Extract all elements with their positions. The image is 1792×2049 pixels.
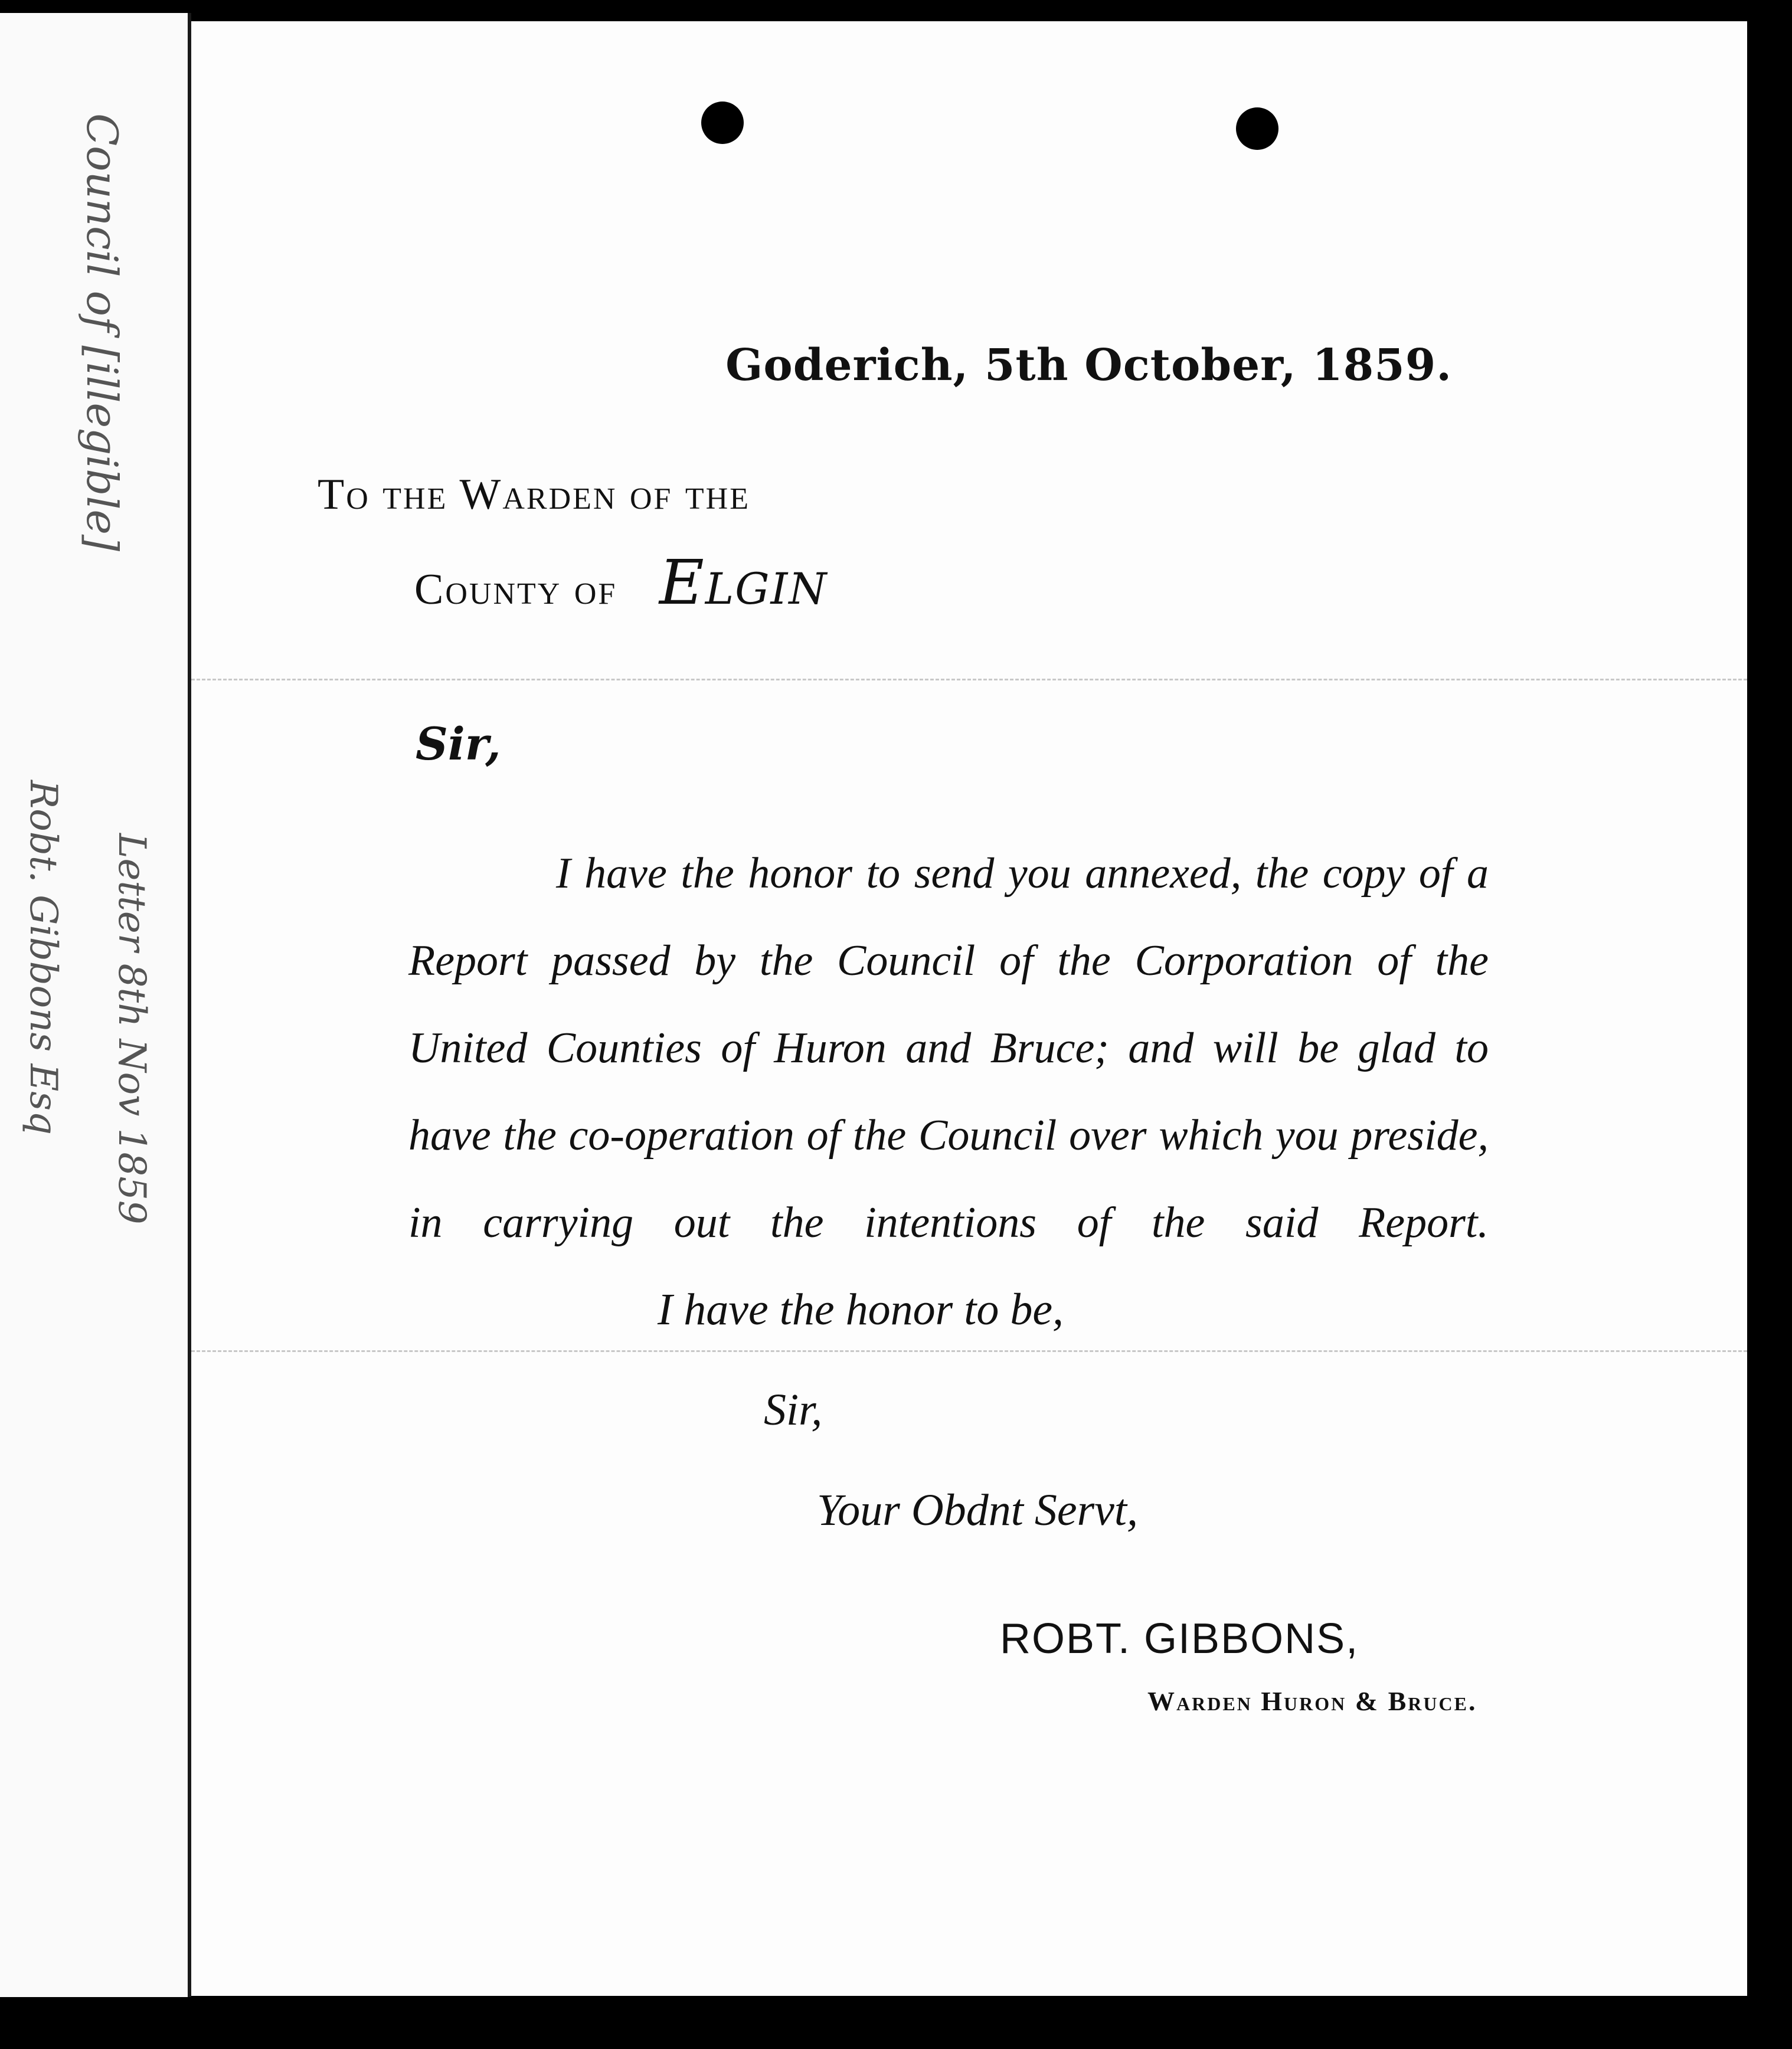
address-line-1: To the Warden of the [318,470,751,519]
dateline: Goderich, 5th October, 1859. [725,340,1452,391]
closing-line-2: Sir, [764,1385,823,1435]
docket-line-1: Council of [illegible] [77,113,127,552]
punch-hole-left [701,102,744,144]
closing-line-1: I have the honor to be, [658,1285,1064,1334]
closing-line-3: Your Obdnt Servt, [817,1485,1139,1535]
county-handwritten: Elgin [659,546,828,618]
signature: ROBT. GIBBONS, [1000,1615,1359,1662]
punch-hole-right [1236,107,1278,150]
fold-line-upper [191,679,1747,680]
docket-strip [0,13,191,1997]
docket-line-2: Letter 8th Nov 1859 [110,833,153,1225]
letter-body: I have the honor to send you annexed, the copy of a Report passed by the Council of the Corporation of the United Counties of Huron and Bruce; and will be glad to have the co-operation of the Council over which you preside, in carrying out the intentions of the said Report. [408,849,1489,1247]
fold-line-lower [191,1350,1747,1352]
signer-title: Warden Huron & Bruce. [1147,1686,1477,1716]
letter-sheet [191,21,1747,1996]
docket-line-3: Robt. Gibbons Esq [21,780,65,1135]
address-line-2 [414,546,828,618]
address-prefix: County of [414,565,617,614]
salutation: Sir, [416,718,501,770]
